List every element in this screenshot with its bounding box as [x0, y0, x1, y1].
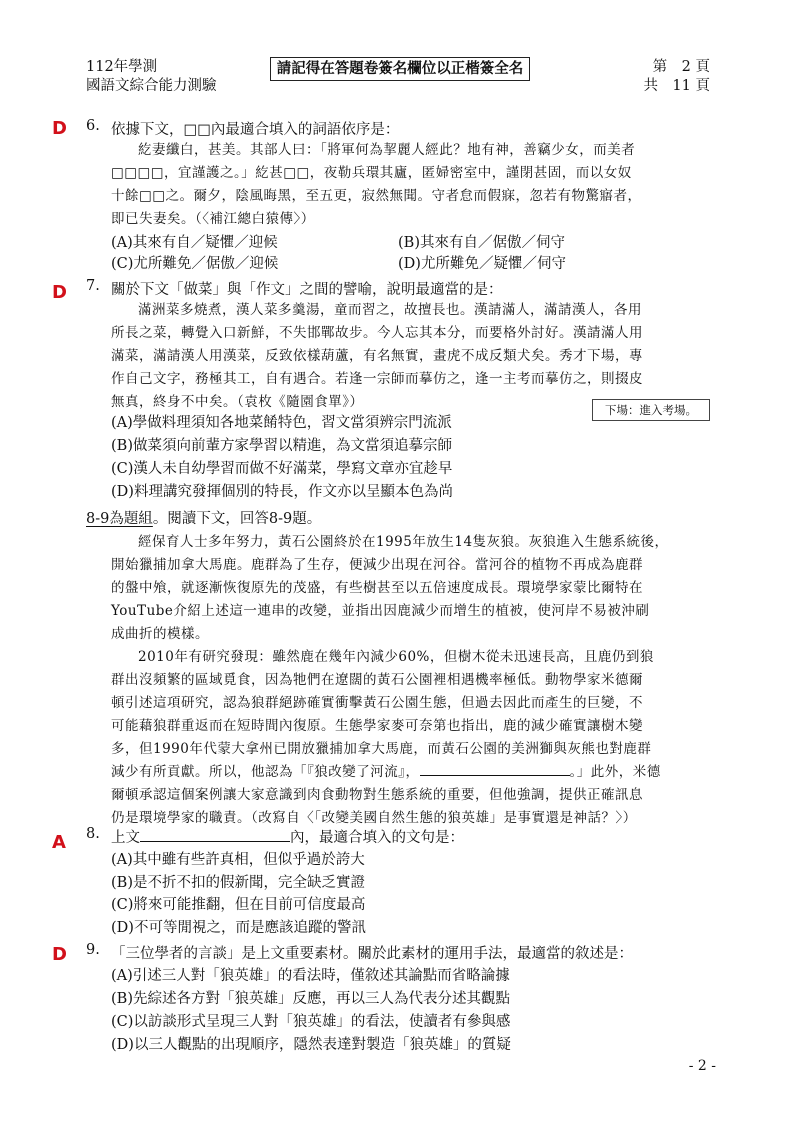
group-passage-p1 — [111, 531, 715, 646]
q7-vocab-note: 下場：進入考場。 — [592, 399, 710, 421]
q8-option-c: (C)將來可能推翻，但在目前可信度最高 — [111, 897, 366, 913]
q6-answer-mark: D — [52, 118, 67, 139]
passage-line: 經保育人士多年努力，黃石公園終於在1995年放生14隻灰狼。灰狼進入生態系統後， — [138, 534, 669, 550]
group-passage-p2 — [111, 646, 715, 830]
group-instruction: 。閱讀下文，回答8-9題。 — [152, 511, 322, 527]
q6-passage-line: 十餘□□之。爾夕，陰風晦黑，至五更，寂然無聞。守者怠而假寐，忽若有物驚寤者， — [111, 188, 642, 204]
header-page-info — [643, 58, 710, 96]
q7-option-a: (A)學做料理須知各地菜餚特色，習文當須辨宗門流派 — [111, 415, 452, 431]
passage-line: 成曲折的模樣。 — [111, 626, 209, 642]
q6-number: 6. — [86, 118, 100, 134]
footer-page-number: - 2 - — [688, 1058, 716, 1074]
signature-notice: 請記得在答題卷簽名欄位以正楷簽全名 — [270, 57, 530, 81]
q6-option-d: (D)尤所難免／疑懼／伺守 — [398, 256, 566, 272]
q8-blank — [140, 828, 290, 842]
passage-line: 爾頓承認這個案例讓大家意識到肉食動物對生態系統的重要，但他強調，提供正確訊息 — [111, 787, 643, 803]
passage-blank — [420, 762, 570, 776]
passage-line: 2010年有研究發現：雖然鹿在幾年內減少60%，但樹木從未迅速長高，且鹿仍到狼 — [138, 649, 654, 665]
q7-number: 7. — [86, 278, 100, 294]
group-heading — [86, 507, 321, 528]
page-number: 第 2 頁 — [652, 59, 710, 75]
passage-line: 可能藉狼群重返而在短時間內復原。生態學家麥可奈第也指出，鹿的減少確實讓樹木變 — [111, 718, 643, 734]
q9-option-b: (B)先綜述各方對「狼英雄」反應，再以三人為代表分述其觀點 — [111, 991, 510, 1007]
passage-line: 多，但1990年代蒙大拿州已開放獵捕加拿大馬鹿，而黃石公園的美洲獅與灰熊也對鹿群 — [111, 741, 652, 757]
exam-year: 112年學測 — [86, 59, 158, 75]
q9-prompt: 「三位學者的言談」是上文重要素材。關於此素材的運用手法，最適當的敘述是： — [111, 946, 633, 962]
q7-option-b: (B)做菜須向前輩方家學習以精進，為文當須追摹宗師 — [111, 438, 452, 454]
q7-option-d: (D)料理講究發揮個別的特長，作文亦以呈顯本色為尚 — [111, 484, 453, 500]
q8-number: 8. — [86, 826, 100, 842]
exam-subject: 國語文綜合能力測驗 — [86, 78, 217, 94]
q9-option-c: (C)以訪談形式呈現三人對「狼英雄」的看法，使讀者有參與感 — [111, 1014, 511, 1030]
passage-line: 群出沒頻繁的區域覓食，因為牠們在遼闊的黃石公園裡相遇機率極低。動物學家米德爾 — [111, 672, 643, 688]
q9-option-a: (A)引述三人對「狼英雄」的看法時，僅敘述其論點而省略論據 — [111, 968, 510, 984]
q6-option-b: (B)其來有自／倨傲／伺守 — [398, 235, 565, 251]
q6-passage-line: □□□□，宜謹護之。」紇甚□□，夜勒兵環其廬，匿婦密室中，謹閉甚固，而以女奴 — [111, 165, 632, 181]
q7-answer-mark: D — [52, 282, 67, 303]
q7-passage-line: 滿菜，滿請漢人用漢菜，反致依樣葫蘆，有名無實，畫虎不成反類犬矣。秀才下場，專 — [111, 348, 643, 364]
passage-line: YouTube介紹上述這一連串的改變，並指出因鹿減少而增生的植被，使河岸不易被沖刷 — [111, 603, 650, 619]
passage-line: 仍是環境學家的職責。（改寫自〈「改變美國自然生態的狼英雄」是事實還是神話？〉） — [111, 810, 637, 826]
q9-answer-mark: D — [52, 944, 67, 965]
q7-passage-line: 無真，終身不中矣。（袁枚《隨園食單》） — [111, 394, 364, 410]
q7-passage-line: 所長之菜，轉覺入口新鮮，不失邯鄲故步。今人忘其本分，而要格外討好。漢請滿人用 — [111, 325, 643, 341]
group-label: 8-9為題組 — [86, 511, 153, 527]
passage-line-with-blank: 減少有所貢獻。所以，他認為「『狼改變了河流』， 。」此外，米德 — [111, 764, 661, 780]
passage-line: 開始獵捕加拿大馬鹿。鹿群為了生存，便減少出現在河谷。當河谷的植物不再成為鹿群 — [111, 557, 643, 573]
q6-passage-line: 即已失妻矣。（〈補江總白猿傳〉） — [111, 211, 315, 227]
header-exam-info — [86, 58, 217, 96]
q6-prompt: 依據下文，□□內最適合填入的詞語依序是： — [111, 122, 400, 138]
q8-prompt: 上文 內，最適合填入的文句是： — [111, 830, 464, 846]
q9-number: 9. — [86, 942, 100, 958]
q7-passage — [111, 299, 715, 414]
q9-option-d: (D)以三人觀點的出現順序，隱然表達對製造「狼英雄」的質疑 — [111, 1037, 511, 1053]
page-total: 共 11 頁 — [643, 78, 710, 94]
q8-option-b: (B)是不折不扣的假新聞，完全缺乏實證 — [111, 875, 365, 891]
q7-prompt: 關於下文「做菜」與「作文」之間的譬喻，說明最適當的是： — [111, 282, 503, 298]
q8-answer-mark: A — [52, 832, 66, 853]
q7-option-c: (C)漢人未自幼學習而做不好滿菜，學寫文章亦宜趁早 — [111, 461, 453, 477]
q6-option-a: (A)其來有自／疑懼／迎候 — [111, 235, 278, 251]
passage-line: 的盤中飧，就逐漸恢復原先的茂盛，有些樹甚至以五倍速度成長。環境學家蒙比爾特在 — [111, 580, 643, 596]
q8-option-a: (A)其中雖有些許真相，但似乎過於誇大 — [111, 852, 365, 868]
q8-option-d: (D)不可等閒視之，而是應該追蹤的警訊 — [111, 920, 366, 936]
q6-passage-line: 紇妻纖白，甚美。其部人曰：「將軍何為挈麗人經此？地有神，善竊少女，而美者 — [138, 142, 636, 158]
q6-option-c: (C)尤所難免／倨傲／迎候 — [111, 256, 279, 272]
q7-passage-line: 滿洲菜多燒煮，漢人菜多羹湯，童而習之，故擅長也。漢請滿人，滿請漢人，各用 — [138, 302, 642, 318]
passage-line: 頓引述這項研究，認為狼群絕跡確實衝擊黃石公園生態，但過去因此而產生的巨變，不 — [111, 695, 643, 711]
q7-passage-line: 作自己文字，務極其工，自有遇合。若逢一宗師而摹仿之，逢一主考而摹仿之，則掇皮 — [111, 371, 643, 387]
q6-passage — [111, 139, 715, 231]
